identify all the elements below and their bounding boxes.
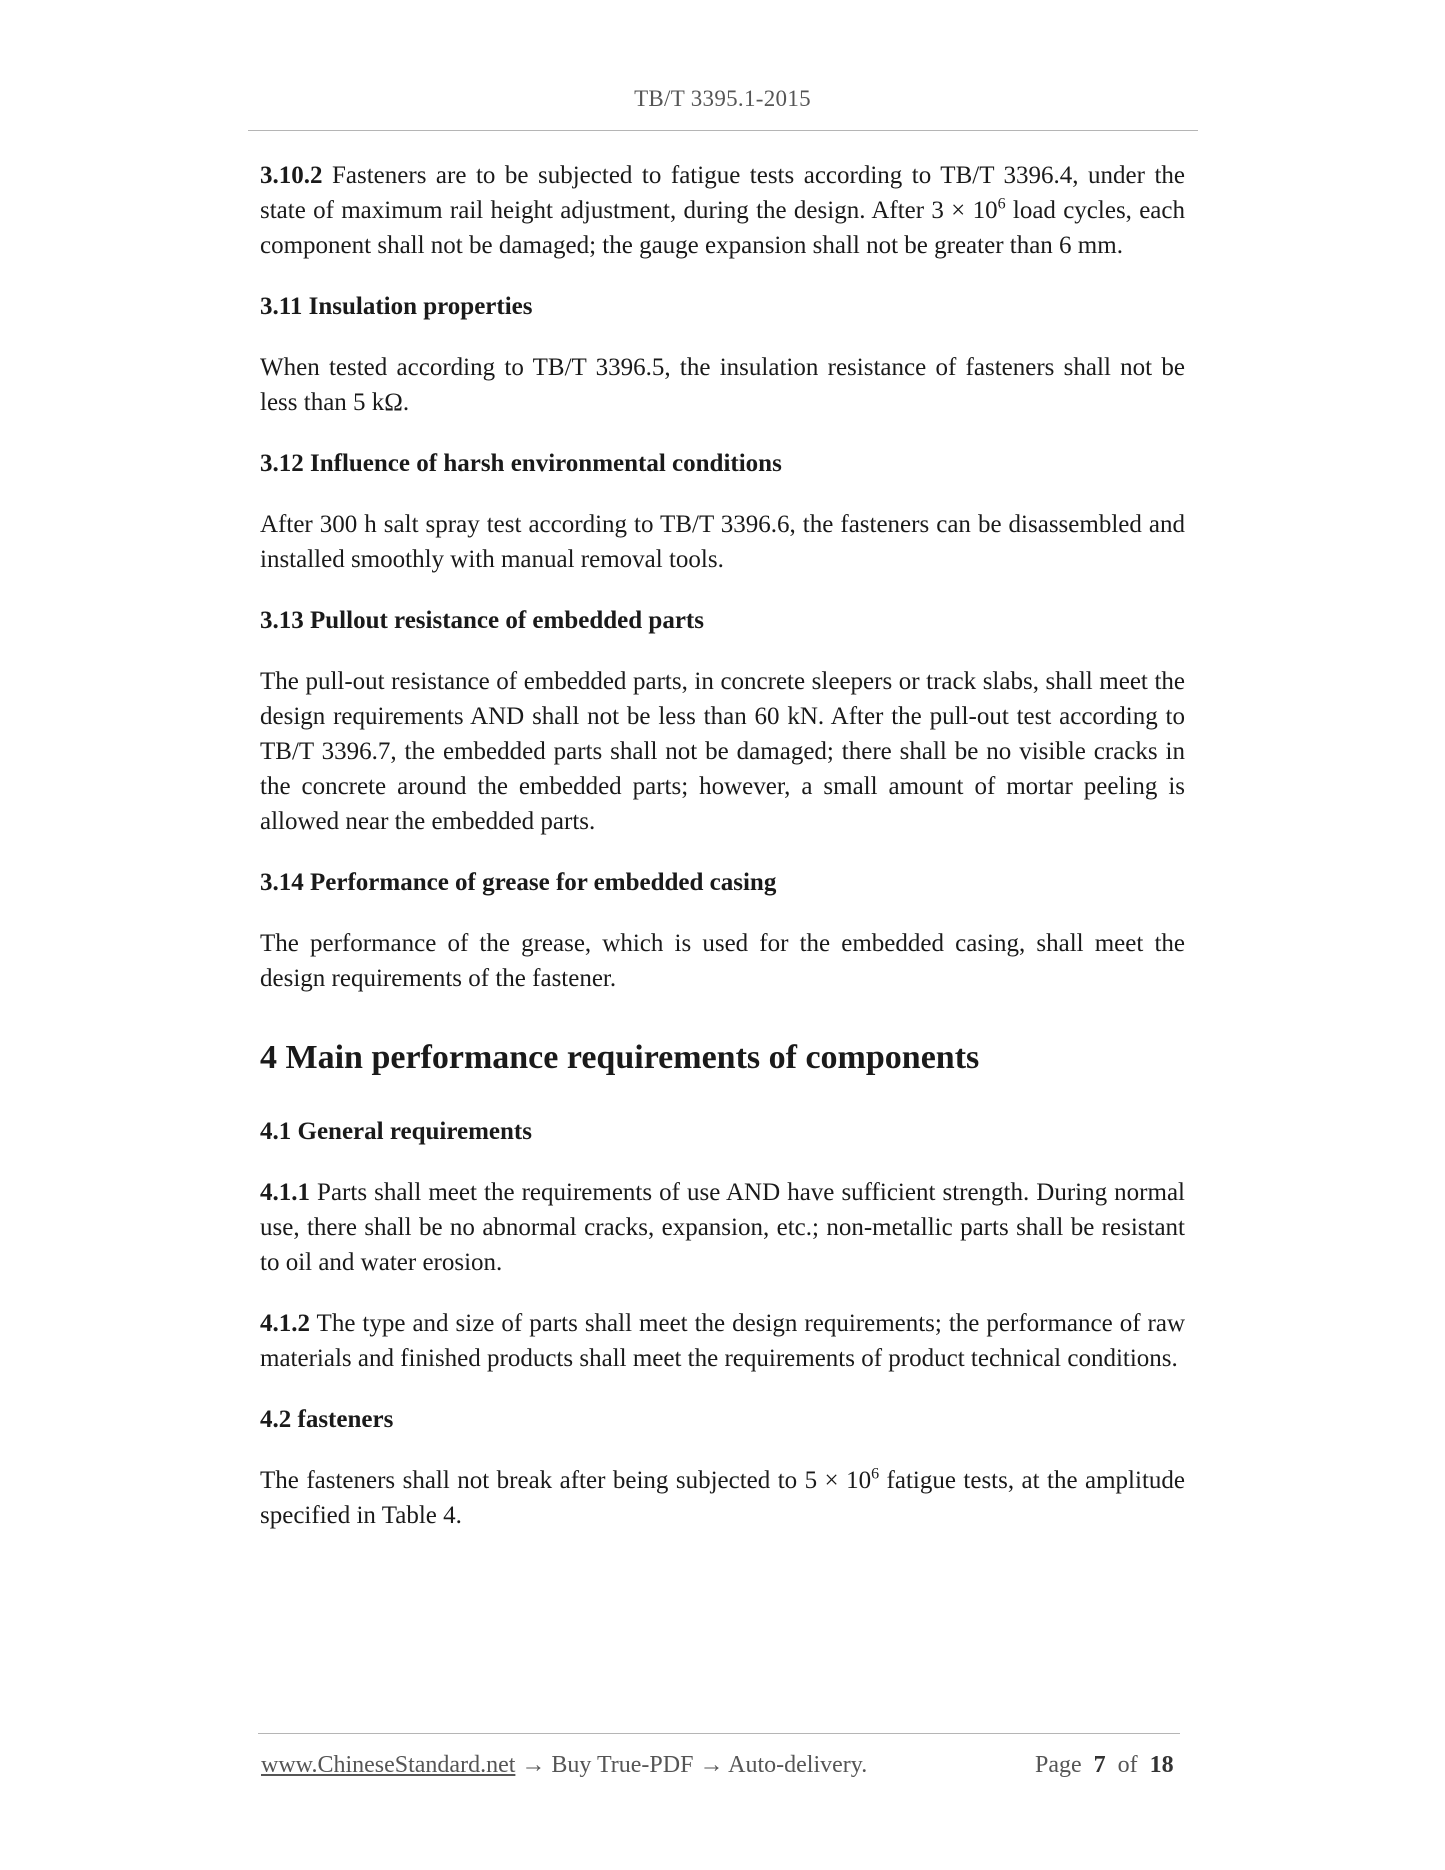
clause-text: The fasteners shall not break after being subjected to 5 × 10 — [260, 1467, 872, 1494]
paragraph-3-10-2 — [260, 158, 1185, 263]
clause-text: load cycles, each component shall not be damaged; the gauge expansion shall not be greater than 6 mm. — [260, 197, 1185, 259]
footer-promo — [261, 1752, 867, 1779]
paragraph-3-11: When tested according to TB/T 3396.5, the insulation resistance of fasteners shall not be less than 5 kΩ. — [260, 354, 1185, 416]
arrow-icon: → — [693, 1752, 729, 1778]
clause-text: Parts shall meet the requirements of use AND have sufficient strength. During normal use, there shall be no abnormal cracks, expansion, etc.; non-metallic parts shall be resistant to oil and water erosion. — [260, 1179, 1185, 1276]
footer-divider — [258, 1733, 1180, 1734]
clause-text: Fasteners are to be subjected to fatigue tests according to TB/T 3396.4, under the state of maximum rail height adjustment, during the design. After 3 × 10 — [260, 162, 1185, 224]
site-link[interactable]: www.ChineseStandard.net — [261, 1752, 516, 1778]
paragraph-3-12: After 300 h salt spray test according to TB/T 3396.6, the fasteners can be disassembled and installed smoothly with manual removal tools. — [260, 511, 1185, 573]
paragraph-4-1-1 — [260, 1175, 1185, 1280]
paragraph-3-14: The performance of the grease, which is used for the embedded casing, shall meet the design requirements of the fastener. — [260, 930, 1185, 992]
page-current: 7 — [1093, 1752, 1106, 1778]
header-divider — [248, 130, 1198, 131]
clause-number: 3.10.2 — [260, 162, 323, 189]
heading-3-11: 3.11 Insulation properties — [260, 293, 533, 320]
superscript-exponent: 6 — [997, 195, 1006, 213]
auto-delivery-text: Auto-delivery. — [728, 1752, 868, 1778]
superscript-exponent: 6 — [871, 1465, 880, 1483]
heading-4: 4 Main performance requirements of components — [260, 1039, 980, 1076]
paragraph-3-13: The pull-out resistance of embedded parts, in concrete sleepers or track slabs, shall meet the design requirements AND shall not be less than 60 kN. After the pull-out test according to TB/T 3396.7, the embedded parts shall not be damaged; there shall be no visible cracks in the concrete around the embedded parts; however, a small amount of mortar peeling is allowed near the embedded parts. — [260, 668, 1185, 835]
paragraph-4-1-2 — [260, 1306, 1185, 1376]
heading-4-2: 4.2 fasteners — [260, 1406, 394, 1433]
heading-4-1: 4.1 General requirements — [260, 1118, 532, 1145]
page-indicator — [1035, 1752, 1174, 1779]
clause-number: 4.1.1 — [260, 1179, 310, 1206]
heading-3-12: 3.12 Influence of harsh environmental conditions — [260, 450, 782, 477]
clause-text: fatigue tests, at the amplitude specified in Table 4. — [260, 1467, 1185, 1529]
of-label: of — [1117, 1752, 1138, 1778]
page-label: Page — [1035, 1752, 1082, 1778]
clause-number: 4.1.2 — [260, 1310, 310, 1337]
page-content — [260, 158, 1185, 1533]
clause-text: The type and size of parts shall meet the design requirements; the performance of raw materials and finished products shall meet the requirements of product technical conditions. — [260, 1310, 1185, 1372]
buy-pdf-text: Buy True-PDF — [551, 1752, 694, 1778]
heading-3-14: 3.14 Performance of grease for embedded casing — [260, 869, 777, 896]
heading-3-13: 3.13 Pullout resistance of embedded parts — [260, 607, 704, 634]
paragraph-4-2 — [260, 1463, 1185, 1533]
document-id-header: TB/T 3395.1-2015 — [634, 86, 811, 111]
page-total: 18 — [1149, 1752, 1174, 1778]
arrow-icon: → — [515, 1752, 552, 1778]
